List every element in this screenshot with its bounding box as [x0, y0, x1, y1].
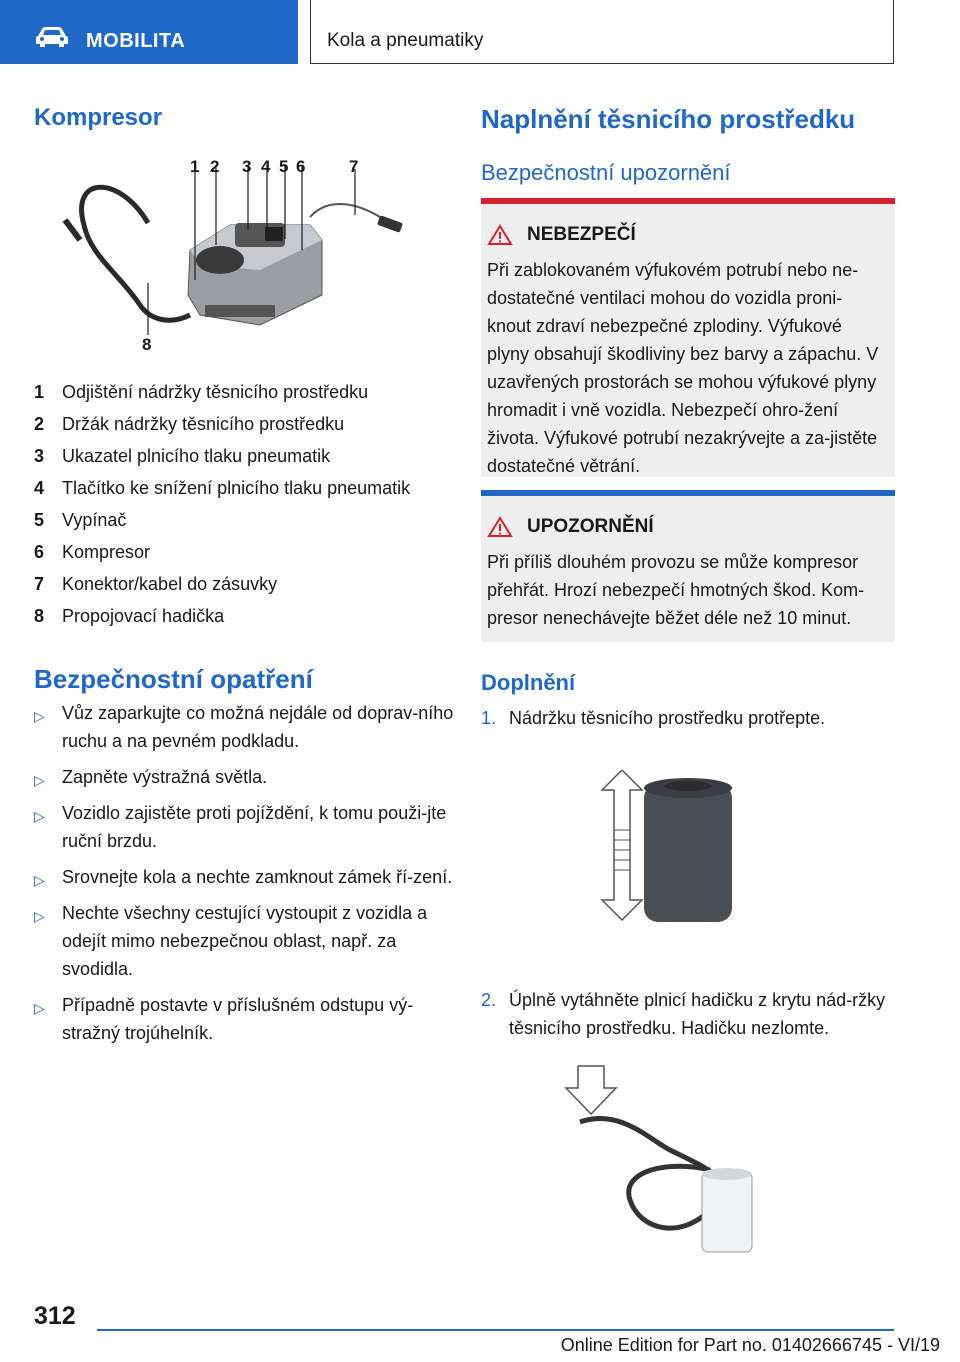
- legend-text: Tlačítko ke snížení plnicího tlaku pneumatik: [62, 477, 411, 498]
- refill-step-2: [481, 986, 895, 1042]
- callout-8: 8: [142, 335, 152, 354]
- danger-bar: [481, 198, 895, 204]
- safety-item: [34, 763, 454, 791]
- legend-text: Ukazatel plnicího tlaku pneumatik: [62, 445, 331, 466]
- legend-number: 1: [34, 381, 45, 402]
- triangle-bullet-icon: ▷: [34, 908, 45, 924]
- caution-title: UPOZORNĚNÍ: [527, 516, 654, 537]
- hose-figure: [560, 1060, 760, 1260]
- legend-item: [34, 472, 454, 504]
- legend-number: 5: [34, 509, 45, 530]
- section-label: MOBILITA: [86, 30, 186, 52]
- step-text: Nádržku těsnicího prostředku protřepte.: [509, 708, 826, 728]
- triangle-bullet-icon: ▷: [34, 872, 45, 888]
- legend-number: 7: [34, 574, 45, 595]
- legend-number: 8: [34, 606, 45, 627]
- legend-item: [34, 376, 454, 408]
- legend-item: [34, 536, 454, 568]
- safety-item: [34, 863, 454, 891]
- legend-number: 6: [34, 542, 45, 563]
- step-number: 2.: [481, 990, 497, 1010]
- section-tab[interactable]: [0, 0, 298, 64]
- caution-bar: [481, 490, 895, 496]
- hose-illustration: [560, 1060, 760, 1260]
- legend-text: Držák nádržky těsnicího prostředku: [62, 413, 345, 434]
- compressor-heading: Kompresor: [34, 104, 163, 131]
- safety-item-text: Srovnejte kola a nechte zamknout zámek ří-zení.: [62, 867, 453, 887]
- fill-heading: Naplnění těsnicího prostředku: [481, 104, 856, 134]
- danger-header: [487, 224, 895, 246]
- safety-item-text: Zapněte výstražná světla.: [62, 767, 268, 787]
- triangle-bullet-icon: ▷: [34, 708, 45, 724]
- component-legend: [34, 376, 454, 633]
- safety-item: [34, 991, 454, 1047]
- callout-5: 5: [279, 157, 289, 176]
- callout-6: 6: [296, 157, 306, 176]
- page-number: 312: [34, 1302, 76, 1330]
- legend-number: 3: [34, 445, 45, 466]
- legend-item: [34, 504, 454, 536]
- legend-text: Propojovací hadička: [62, 606, 225, 627]
- safety-item-text: Případně postavte v příslušném odstupu vý-stražný trojúhelník.: [62, 995, 414, 1043]
- safety-notes-heading: Bezpečnostní upozornění: [481, 160, 731, 185]
- step-text: Úplně vytáhněte plnicí hadičku z krytu nád-ržky těsnicího prostředku. Hadičku nezlomte.: [509, 990, 886, 1038]
- danger-title: NEBEZPEČÍ: [527, 224, 636, 245]
- danger-box: [481, 198, 895, 477]
- caution-text: Při příliš dlouhém provozu se může kompresor přehřát. Hrozí nebezpečí hmotných škod. Kom-presor nenechávejte běžet déle než 10 minut.: [487, 552, 865, 628]
- legend-number: 2: [34, 413, 45, 434]
- legend-text: Vypínač: [62, 509, 127, 530]
- legend-item: [34, 569, 454, 601]
- warning-triangle-icon: [487, 516, 513, 538]
- danger-text: Při zablokovaném výfukovém potrubí nebo ne-dostatečné ventilaci mohou do vozidla proni-knout zdraví nebezpečné zplodiny. Výfukové plyny obsahují škodliviny bez barvy a zápachu. V uzavřených prostorách se mohou výfukové plyny hromadit i vně vozidla. Nebezpečí ohro-žení života. Výfukové potrubí nezakrývejte a za-jistěte dostatečné větrání.: [487, 260, 879, 476]
- car-icon: [34, 26, 70, 48]
- legend-item: [34, 440, 454, 472]
- safety-heading: Bezpečnostní opatření: [34, 664, 313, 694]
- refill-heading: Doplnění: [481, 670, 576, 695]
- chapter-header: [310, 0, 894, 64]
- safety-list: [34, 699, 454, 1055]
- triangle-bullet-icon: ▷: [34, 808, 45, 824]
- safety-item: [34, 899, 454, 983]
- chapter-label: Kola a pneumatiky: [327, 30, 484, 51]
- triangle-bullet-icon: ▷: [34, 772, 45, 788]
- shake-illustration: [580, 770, 740, 930]
- legend-item: [34, 408, 454, 440]
- footer-divider: [97, 1329, 894, 1331]
- callout-1: 1: [190, 157, 200, 176]
- step-item: [481, 986, 895, 1042]
- legend-item: [34, 601, 454, 633]
- safety-item: [34, 699, 454, 755]
- compressor-illustration: [60, 155, 440, 355]
- safety-item: [34, 799, 454, 855]
- callout-4: 4: [261, 157, 271, 176]
- compressor-figure: [60, 155, 440, 355]
- legend-text: Konektor/kabel do zásuvky: [62, 574, 278, 595]
- caution-box: [481, 490, 895, 642]
- safety-item-text: Nechte všechny cestující vystoupit z vozidla a odejít mimo nebezpečnou oblast, např. za svodidla.: [62, 903, 428, 979]
- legend-text: Odjištění nádržky těsnicího prostředku: [62, 381, 369, 402]
- legend-text: Kompresor: [62, 542, 151, 563]
- caution-header: [487, 516, 895, 538]
- callout-2: 2: [210, 157, 220, 176]
- safety-item-text: Vozidlo zajistěte proti pojíždění, k tomu použi-jte ruční brzdu.: [62, 803, 447, 851]
- warning-triangle-icon: [487, 224, 513, 246]
- refill-step-1: [481, 704, 895, 732]
- legend-number: 4: [34, 477, 45, 498]
- callout-3: 3: [242, 157, 252, 176]
- edition-text: Online Edition for Part no. 01402666745 - VI/19: [560, 1335, 940, 1355]
- callout-7: 7: [349, 157, 359, 176]
- step-item: [481, 704, 895, 732]
- sealant-bottle-figure: [580, 770, 740, 930]
- safety-item-text: Vůz zaparkujte co možná nejdále od doprav-ního ruchu a na pevném podkladu.: [62, 703, 454, 751]
- step-number: 1.: [481, 708, 497, 728]
- triangle-bullet-icon: ▷: [34, 1000, 45, 1016]
